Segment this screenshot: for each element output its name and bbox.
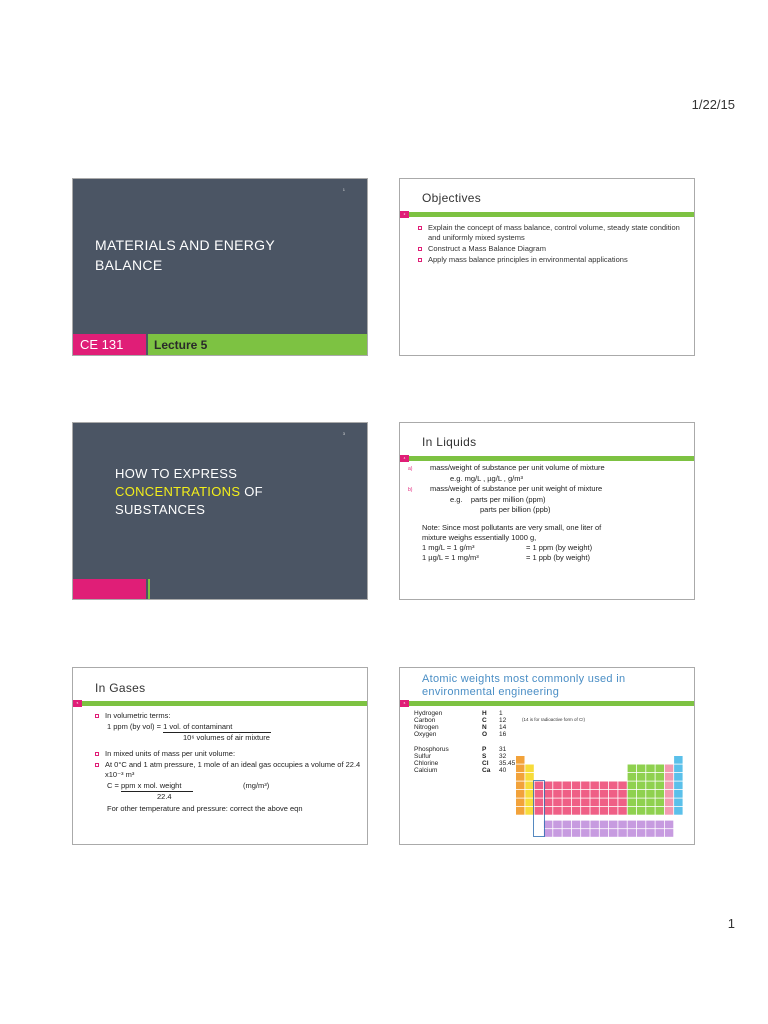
element-cell <box>572 790 581 798</box>
element-symbol: H <box>482 710 487 717</box>
element-cell <box>656 773 665 781</box>
element-symbol: Ca <box>482 767 491 774</box>
element-name: Nitrogen <box>414 724 439 731</box>
element-cell <box>665 790 674 798</box>
element-cell <box>572 807 581 815</box>
element-cell <box>544 782 553 790</box>
element-cell <box>572 829 581 837</box>
element-weight: 31 <box>499 746 507 753</box>
element-cell <box>646 765 655 773</box>
element-cell <box>553 782 562 790</box>
element-cell <box>628 790 637 798</box>
element-cell <box>656 790 665 798</box>
element-cell <box>525 782 534 790</box>
list-item: In mixed units of mass per unit volume: <box>95 749 359 759</box>
element-cell <box>637 790 646 798</box>
element-cell <box>628 829 637 837</box>
element-cell <box>646 782 655 790</box>
element-cell <box>646 821 655 829</box>
element-cell <box>600 790 609 798</box>
list-item: Construct a Mass Balance Diagram <box>418 244 684 254</box>
title-underline <box>400 456 695 461</box>
radioactive-note: (14 is for radioactive form of C!) <box>522 717 586 722</box>
equation-right: = 1 ppb (by weight) <box>526 553 590 562</box>
example-label: e.g. <box>450 495 463 504</box>
element-name: Phosphorus <box>414 746 449 753</box>
element-cell <box>563 807 572 815</box>
element-cell <box>618 799 627 807</box>
slide-number: 1 <box>342 187 345 192</box>
element-cell <box>628 799 637 807</box>
element-cell <box>609 829 618 837</box>
element-cell <box>563 829 572 837</box>
element-symbol: C <box>482 717 487 724</box>
slide-number: 2 <box>403 212 406 216</box>
element-cell <box>590 782 599 790</box>
element-cell <box>553 790 562 798</box>
element-cell <box>646 799 655 807</box>
element-cell <box>665 765 674 773</box>
element-cell <box>665 829 674 837</box>
element-symbol: P <box>482 746 487 753</box>
element-cell <box>646 773 655 781</box>
element-cell <box>674 773 683 781</box>
footnote: For other temperature and pressure: correct the above eqn <box>107 804 303 813</box>
slide-5 <box>72 667 368 845</box>
element-name: Oxygen <box>414 731 437 738</box>
element-cell <box>516 790 525 798</box>
footer-bar <box>73 579 146 600</box>
title-line <box>115 483 355 501</box>
equation-right: = 1 ppm (by weight) <box>526 543 593 552</box>
element-cell <box>656 821 665 829</box>
element-cell <box>618 782 627 790</box>
element-cell <box>600 807 609 815</box>
element-name: Chlorine <box>414 760 439 767</box>
list-item: At 0°C and 1 atm pressure, 1 mole of an ideal gas occupies a volume of 22.4 x10⁻³ m³ <box>95 760 365 780</box>
slide-number: 3 <box>342 431 345 436</box>
element-cell <box>646 829 655 837</box>
title-line: SUBSTANCES <box>115 502 206 517</box>
element-cell <box>600 821 609 829</box>
c-denominator: 22.4 <box>157 792 172 801</box>
element-cell <box>637 799 646 807</box>
slide-number-tab <box>73 700 82 707</box>
element-cell <box>665 821 674 829</box>
slide-number-tab <box>400 700 409 707</box>
list-item: In volumetric terms: <box>95 711 359 721</box>
element-cell <box>581 807 590 815</box>
slide-4 <box>399 422 695 600</box>
element-cell <box>590 807 599 815</box>
element-weight: 40 <box>499 767 507 774</box>
element-name: Hydrogen <box>414 710 443 717</box>
element-cell <box>590 821 599 829</box>
element-cell <box>600 829 609 837</box>
element-cell <box>590 799 599 807</box>
element-cell <box>656 829 665 837</box>
element-cell <box>581 821 590 829</box>
element-cell <box>665 799 674 807</box>
element-cell <box>553 799 562 807</box>
example-a: e.g. mg/L , µg/L , g/m³ <box>450 474 523 483</box>
lecture-label: Lecture 5 <box>148 334 367 356</box>
liquids-content <box>408 463 688 563</box>
element-cell <box>656 799 665 807</box>
element-cell <box>665 782 674 790</box>
element-cell <box>618 821 627 829</box>
element-cell <box>581 790 590 798</box>
course-code: CE 131 <box>73 334 146 356</box>
element-cell <box>609 782 618 790</box>
element-cell <box>674 756 683 764</box>
element-cell <box>563 790 572 798</box>
element-weight: 12 <box>499 717 507 724</box>
element-cell <box>525 799 534 807</box>
c-numerator: ppm x mol. weight <box>121 781 193 792</box>
slide-title: In Liquids <box>422 435 477 449</box>
element-cell <box>535 790 544 798</box>
slide-title <box>115 465 355 519</box>
objectives-list <box>418 223 684 266</box>
example-ppb: parts per billion (ppb) <box>480 505 551 514</box>
element-cell <box>553 829 562 837</box>
element-cell <box>637 782 646 790</box>
slide-title: In Gases <box>95 681 146 695</box>
element-cell <box>600 782 609 790</box>
element-cell <box>618 829 627 837</box>
element-name: Sulfur <box>414 753 431 760</box>
element-cell <box>544 799 553 807</box>
definition-a: mass/weight of substance per unit volume of mixture <box>430 463 605 472</box>
ppm-denominator: 10⁶ volumes of air mixture <box>183 733 270 742</box>
element-cell <box>535 807 544 815</box>
element-cell <box>544 821 553 829</box>
element-cell <box>618 807 627 815</box>
title-highlight: CONCENTRATIONS <box>115 484 241 499</box>
element-cell <box>544 807 553 815</box>
element-cell <box>544 829 553 837</box>
element-cell <box>674 765 683 773</box>
equation-left: 1 µg/L = 1 mg/m³ <box>422 553 479 562</box>
element-cell <box>516 765 525 773</box>
page-number: 1 <box>727 916 735 931</box>
element-cell <box>516 773 525 781</box>
element-cell <box>637 821 646 829</box>
gases-content <box>95 711 359 814</box>
element-cell <box>609 799 618 807</box>
element-weight: 35.45 <box>499 760 516 767</box>
slide-title: Atomic weights most commonly used in environmental engineering <box>422 673 626 698</box>
element-cell <box>628 773 637 781</box>
title-underline <box>400 212 695 217</box>
element-weight: 14 <box>499 724 507 731</box>
element-cell <box>590 829 599 837</box>
slide-title: Objectives <box>422 191 482 205</box>
example-ppm: parts per million (ppm) <box>470 495 546 504</box>
element-cell <box>572 821 581 829</box>
element-cell <box>628 765 637 773</box>
note-line: mixture weighs essentially 1000 g, <box>422 533 537 542</box>
element-cell <box>572 799 581 807</box>
element-name: Calcium <box>414 767 438 774</box>
slide-number-tab <box>400 211 409 218</box>
item-marker: b) <box>408 487 413 493</box>
element-cell <box>609 821 618 829</box>
element-cell <box>628 782 637 790</box>
element-cell <box>544 790 553 798</box>
slide-number-tab <box>400 455 409 462</box>
element-cell <box>646 790 655 798</box>
element-cell <box>535 782 544 790</box>
element-cell <box>656 782 665 790</box>
periodic-table-image <box>514 752 692 844</box>
equation-left: 1 mg/L = 1 g/m³ <box>422 543 475 552</box>
element-name: Carbon <box>414 717 436 724</box>
slide-number: 5 <box>76 701 79 705</box>
ppm-label: 1 ppm (by vol) = <box>107 722 164 731</box>
element-cell <box>516 756 525 764</box>
c-label: C = <box>107 781 121 790</box>
element-symbol: N <box>482 724 487 731</box>
slide-number: 6 <box>403 701 406 705</box>
element-cell <box>581 829 590 837</box>
item-marker: a) <box>408 466 413 472</box>
element-cell <box>535 799 544 807</box>
footer-divider <box>148 579 150 600</box>
element-cell <box>646 807 655 815</box>
element-cell <box>674 807 683 815</box>
element-cell <box>665 807 674 815</box>
element-cell <box>581 782 590 790</box>
element-cell <box>590 790 599 798</box>
page-date: 1/22/15 <box>691 97 735 112</box>
list-item: Explain the concept of mass balance, control volume, steady state condition and uniformly mixed systems <box>418 223 684 243</box>
element-cell <box>516 782 525 790</box>
element-cell <box>525 765 534 773</box>
element-cell <box>637 765 646 773</box>
element-cell <box>516 807 525 815</box>
title-line-end: OF <box>240 484 263 499</box>
element-symbol: S <box>482 753 487 760</box>
element-cell <box>637 807 646 815</box>
element-cell <box>563 799 572 807</box>
element-cell <box>674 790 683 798</box>
element-cell <box>563 782 572 790</box>
element-cell <box>637 829 646 837</box>
element-cell <box>656 807 665 815</box>
slide-1 <box>72 178 368 356</box>
element-cell <box>628 807 637 815</box>
slide-title: MATERIALS AND ENERGY BALANCE <box>95 237 275 273</box>
element-cell <box>600 799 609 807</box>
list-item: Apply mass balance principles in environmental applications <box>418 255 684 265</box>
slide-6 <box>399 667 695 845</box>
element-cell <box>637 773 646 781</box>
element-weight: 16 <box>499 731 507 738</box>
element-weight: 1 <box>499 710 503 717</box>
element-cell <box>525 807 534 815</box>
element-cell <box>656 765 665 773</box>
element-cell <box>618 790 627 798</box>
element-cell <box>516 799 525 807</box>
element-weight: 32 <box>499 753 507 760</box>
title-underline <box>73 701 368 706</box>
element-cell <box>609 790 618 798</box>
element-cell <box>525 773 534 781</box>
element-cell <box>581 799 590 807</box>
slide-3 <box>72 422 368 600</box>
element-cell <box>525 790 534 798</box>
element-cell <box>553 807 562 815</box>
element-cell <box>665 773 674 781</box>
title-underline <box>400 701 695 706</box>
element-cell <box>674 799 683 807</box>
note-line: Note: Since most pollutants are very small, one liter of <box>422 523 602 532</box>
element-symbol: Cl <box>482 760 489 767</box>
slide-2 <box>399 178 695 356</box>
c-unit: (mg/m³) <box>243 781 270 790</box>
ppm-numerator: 1 vol. of contaminant <box>163 722 271 733</box>
element-cell <box>572 782 581 790</box>
element-cell <box>609 807 618 815</box>
element-symbol: O <box>482 731 488 738</box>
element-cell <box>563 821 572 829</box>
element-cell <box>628 821 637 829</box>
element-cell <box>553 821 562 829</box>
title-line: HOW TO EXPRESS <box>115 466 238 481</box>
element-cell <box>674 782 683 790</box>
definition-b: mass/weight of substance per unit weight of mixture <box>430 484 603 493</box>
slide-number: 4 <box>403 456 406 460</box>
